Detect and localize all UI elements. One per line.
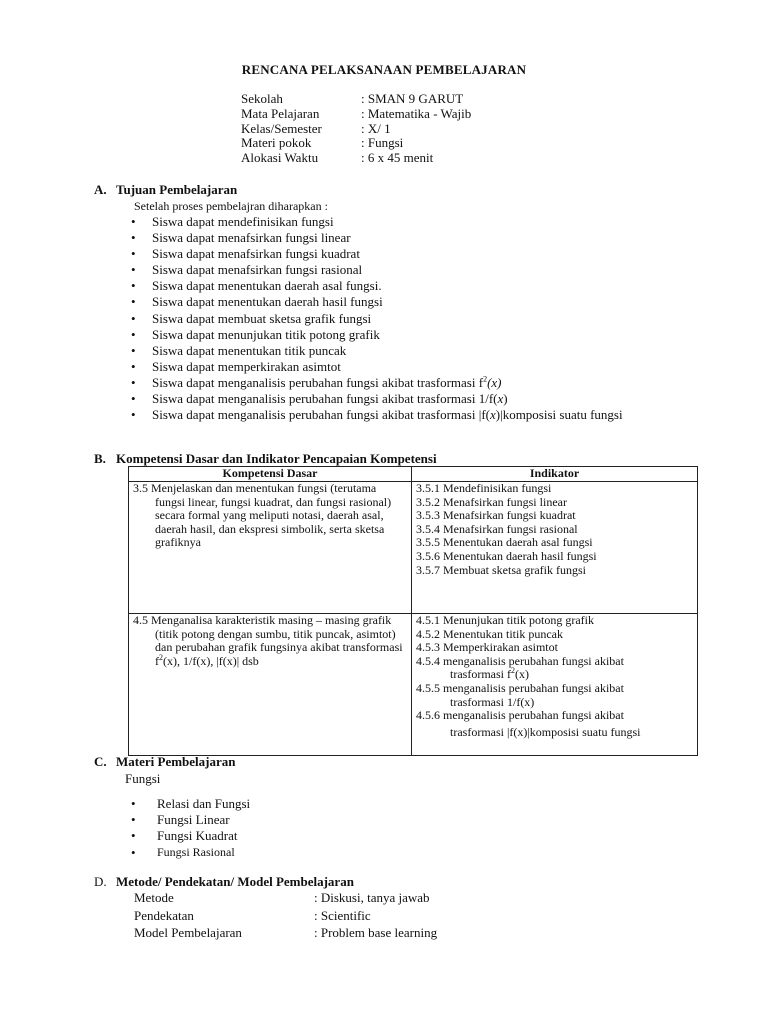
- indicator-item: 4.5.1 Menunjukan titik potong grafik: [416, 613, 594, 627]
- list-item: • Fungsi Rasional: [131, 844, 531, 861]
- indicator-text: trasformasi f: [450, 667, 511, 682]
- list-item: • Siswa dapat menafsirkan fungsi kuadrat: [131, 246, 671, 262]
- info-label: Mata Pelajaran: [241, 105, 320, 121]
- indicator-continuation: trasformasi 1/f(x): [450, 694, 535, 709]
- section-a-intro: Setelah proses pembelajran diharapkan :: [134, 199, 328, 213]
- section-letter: A.: [94, 182, 107, 197]
- method-value: : Scientific: [314, 907, 371, 923]
- info-label: Materi pokok: [241, 135, 312, 151]
- method-value: : Problem base learning: [314, 925, 438, 940]
- kd-text-part: (x), 1/f(x), |f(x)| dsb: [163, 653, 259, 668]
- indicator-item: 3.5.5 Menentukan daerah asal fungsi: [416, 535, 593, 550]
- item-text-end: ): [503, 391, 508, 407]
- section-title: Tujuan Pembelajaran: [116, 182, 238, 197]
- item-var: x: [489, 407, 496, 423]
- indicator-text: (x): [514, 667, 529, 682]
- indicator-item: 3.5.4 Menafsirkan fungsi rasional: [416, 521, 578, 536]
- info-value: : Fungsi: [361, 135, 404, 151]
- indicator-item: 3.5.1 Mendefinisikan fungsi: [416, 481, 552, 495]
- info-label: Kelas/Semester: [241, 120, 322, 136]
- list-item: [131, 407, 671, 423]
- section-a-heading: [94, 182, 237, 198]
- superscript: 2: [483, 374, 488, 384]
- table-cell-indicator: [412, 482, 698, 614]
- method-label: Model Pembelajaran: [134, 925, 242, 940]
- column-header-indicator: Indikator: [412, 467, 698, 482]
- item-text-end: )|komposisi suatu fungsi: [495, 407, 623, 423]
- table-row: [129, 482, 698, 614]
- section-d-heading: [94, 874, 354, 890]
- list-item: [131, 375, 671, 391]
- table-header-row: [129, 467, 698, 482]
- info-value: : Matematika - Wajib: [361, 105, 472, 121]
- page-title: RENCANA PELAKSANAAN PEMBELAJARAN: [241, 62, 527, 77]
- list-item: • Siswa dapat menafsirkan fungsi rasional: [131, 262, 671, 278]
- indicator-item: 4.5.3 Memperkirakan asimtot: [416, 640, 558, 655]
- competency-table: [128, 466, 698, 756]
- indicator-continuation: [416, 668, 693, 682]
- item-text: Siswa dapat menganalisis perubahan fungsi akibat trasformasi |f(: [152, 407, 490, 423]
- indicator-item: 4.5.6 menganalisis perubahan fungsi akibat: [416, 708, 624, 723]
- method-row: [134, 907, 437, 925]
- table-cell-kd: [129, 614, 412, 756]
- method-label: Pendekatan: [134, 907, 194, 923]
- section-title: Kompetensi Dasar dan Indikator Pencapaian Kompetensi: [116, 451, 437, 466]
- list-item: • Siswa dapat menentukan titik puncak: [131, 343, 671, 359]
- list-item: • Siswa dapat menafsirkan fungsi linear: [131, 230, 671, 246]
- item-var: x: [497, 391, 504, 407]
- column-header-kd: Kompetensi Dasar: [129, 467, 412, 482]
- indicator-continuation: trasformasi |f(x)|komposisi suatu fungsi: [450, 724, 641, 739]
- material-list: [131, 796, 531, 861]
- section-b-heading: [94, 451, 437, 467]
- info-row: [241, 151, 471, 166]
- section-letter: C.: [94, 754, 107, 769]
- objectives-list: [131, 214, 671, 423]
- item-var: (x): [487, 374, 502, 390]
- info-block: [241, 92, 471, 166]
- list-item: • Siswa dapat memperkirakan asimtot: [131, 359, 671, 375]
- list-item: • Siswa dapat membuat sketsa grafik fungsi: [131, 311, 671, 327]
- table-cell-indicator: [412, 614, 698, 756]
- info-row: [241, 107, 471, 122]
- info-value: : SMAN 9 GARUT: [361, 91, 464, 106]
- info-label: Sekolah: [241, 91, 283, 106]
- info-row: [241, 122, 471, 137]
- indicator-item: 4.5.2 Menentukan titik puncak: [416, 626, 563, 641]
- list-item: • Fungsi Linear: [131, 812, 531, 828]
- list-item: • Siswa dapat mendefinisikan fungsi: [131, 214, 671, 230]
- kd-text: [133, 614, 407, 668]
- section-title: Metode/ Pendekatan/ Model Pembelajaran: [116, 874, 354, 889]
- kd-text-part: 4.5 Menganalisa karakteristik masing – masing grafik (titik potong dengan sumbu, titik puncak, asimtot) dan perubahan grafik fungsinya akibat transformasi f: [133, 613, 403, 668]
- list-item: • Siswa dapat menentukan daerah hasil fungsi: [131, 294, 671, 310]
- section-c-heading: [94, 754, 235, 770]
- item-text: Siswa dapat menganalisis perubahan fungsi akibat trasformasi f: [152, 374, 484, 390]
- list-item: • Siswa dapat menunjukan titik potong grafik: [131, 327, 671, 343]
- table-row: [129, 614, 698, 756]
- superscript: 2: [510, 666, 515, 676]
- indicator-item: 4.5.4 menganalisis perubahan fungsi akibat: [416, 653, 624, 668]
- list-item: • Relasi dan Fungsi: [131, 796, 531, 812]
- method-value: : Diskusi, tanya jawab: [314, 890, 430, 905]
- info-row: [241, 136, 471, 151]
- list-item: • Fungsi Kuadrat: [131, 828, 531, 844]
- section-letter: B.: [94, 451, 106, 466]
- indicator-item: 3.5.7 Membuat sketsa grafik fungsi: [416, 562, 586, 577]
- section-title: Materi Pembelajaran: [116, 754, 236, 769]
- info-value: : X/ 1: [361, 120, 391, 136]
- info-value: : 6 x 45 menit: [361, 150, 434, 166]
- list-item: [131, 391, 671, 407]
- indicator-item: 3.5.2 Menafsirkan fungsi linear: [416, 494, 567, 509]
- material-subtitle: Fungsi: [125, 771, 161, 786]
- indicator-item: 3.5.3 Menafsirkan fungsi kuadrat: [416, 508, 576, 523]
- kd-text: 3.5 Menjelaskan dan menentukan fungsi (terutama fungsi linear, fungsi kuadrat, dan fungsi rasional) secara formal yang meliputi notasi, daerah asal, daerah hasil, dan ekspresi simbolik, serta sketsa grafiknya: [133, 481, 392, 550]
- method-block: [134, 889, 437, 942]
- table-cell-kd: [129, 482, 412, 614]
- section-letter: D.: [94, 874, 107, 889]
- info-row: [241, 92, 471, 107]
- indicator-item: 3.5.6 Menentukan daerah hasil fungsi: [416, 548, 597, 563]
- method-label: Metode: [134, 890, 174, 905]
- method-row: [134, 924, 437, 942]
- info-label: Alokasi Waktu: [241, 150, 319, 166]
- indicator-item: 4.5.5 menganalisis perubahan fungsi akibat: [416, 680, 624, 695]
- method-row: [134, 889, 437, 907]
- superscript: 2: [159, 652, 163, 662]
- item-text: Siswa dapat menganalisis perubahan fungsi akibat trasformasi 1/f(: [152, 391, 498, 407]
- list-item: • Siswa dapat menentukan daerah asal fungsi.: [131, 278, 671, 294]
